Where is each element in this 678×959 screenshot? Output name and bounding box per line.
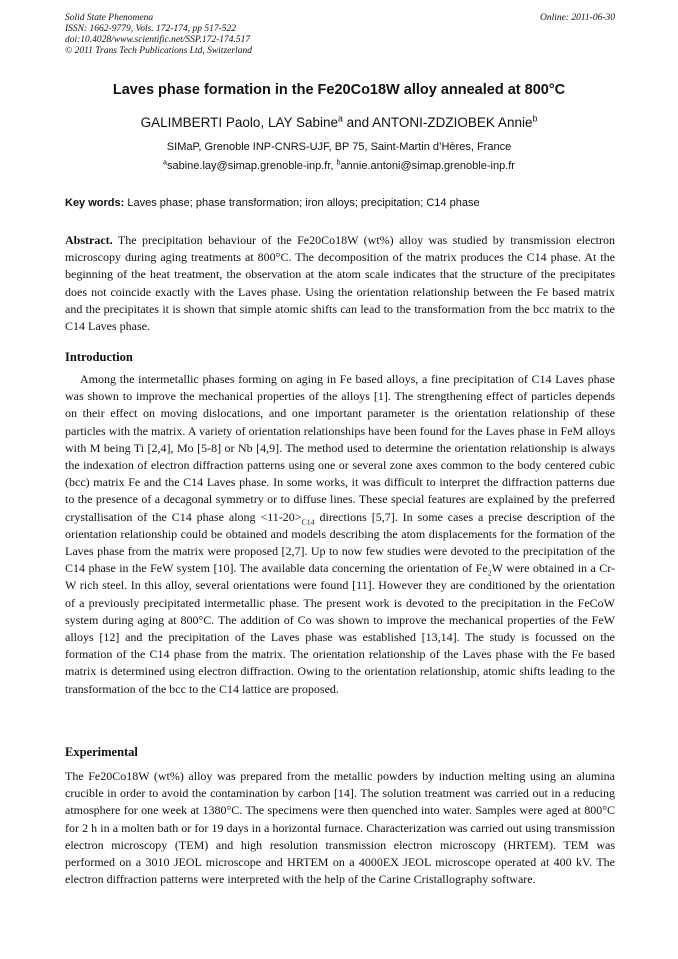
author-2-affil-mark: b [532, 113, 538, 124]
intro-text-1: Among the intermetallic phases forming on aging in Fe based alloys, a fine precipitation of C14 Laves phase was shown to improve the mechanical properties of the alloys [1]. The strengthening effect of particles depends on their effect on moving dislocations, and one important parameter is the orientation relationship of these particles with the matrix. A variety of orientation relationships have been found for the Laves phase in FeM alloys with M being Ti [2,4], Mo [5-8] or Nb [4,9]. The method used to determine the orientation relationship is always the indexation of electron diffraction patterns using one or several zone axes common to the body centered cubic (bcc) matrix Fe and the C14 Laves phase. In some works, it was difficult to interpret the diffraction patterns due to the presence of a decagonal symmetry or to diffuse lines. These special features are explained by the preferred crystallisation of the C14 phase along <11-20> [65, 372, 615, 524]
journal-header [65, 13, 615, 57]
email-a-mark: a [163, 158, 167, 167]
intro-text-3: W were obtained in a Cr-W rich steel. In this alloy, several orientations were found [11]. However they are conditioned by the orientation of a previously precipitated intermetallic phase. The present work is devoted to the precipitation in the FeCoW system during aging at 800°C. The addition of Co was shown to improve the mechanical properties of the FeW alloys [12] and the precipitation of the Laves phase was established [13,14]. The study is focussed on the formation of the C14 phase from the matrix. The orientation relationship of the Laves phase with the Fe based matrix is determined using electron diffraction. Owing to the orientation relationship, atomic shifts leading to the transformation of the bcc to the C14 lattice are proposed. [65, 561, 616, 696]
abstract-label: Abstract. [65, 233, 113, 247]
intro-sub-c14: C14 [301, 517, 315, 527]
experimental-paragraph: The Fe20Co18W (wt%) alloy was prepared from the metallic powders by induction melting using an alumina crucible in order to avoid the contamination by carbon [14]. The solution treatment was carried out in a reducing atmosphere for one week at 1380°C. The specimens were then quenched into water. Samples were aged at 800°C for 2 h in a molten bath or for 19 days in a horizontal furnace. Characterization was carried out using transmission electron microscopy (TEM) and high resolution transmission electron microscopy (HRTEM). TEM was performed on a 3010 JEOL microscope and HRTEM on a 4000EX JEOL microscope operated at 400 kV. The electron diffraction patterns were interpreted with the help of the Carine Cristallography software. [65, 769, 615, 887]
affiliation: SIMaP, Grenoble INP-CNRS-UJF, BP 75, Saint-Martin d’Hères, France [166, 141, 512, 153]
intro-text-2: directions [5,7]. In some cases a precise description of the orientation relationship could be obtained and models describing the atom displacements for the formation of the Laves phase from the matrix were proposed [2,7]. Up to now few studies were devoted to the precipitation of the C14 phase in the FeW system [10]. The available data concerning the orientation of Fe [65, 509, 615, 576]
author-2: and ANTONI-ZDZIOBEK Annie [342, 115, 533, 130]
email-b: annie.antoni@simap.grenoble-inp.fr [340, 160, 515, 172]
introduction-heading: Introduction [65, 350, 133, 364]
experimental-heading: Experimental [65, 745, 138, 759]
abstract [65, 232, 615, 335]
email-b-mark: b [336, 158, 341, 167]
paper-title: Laves phase formation in the Fe20Co18W alloy annealed at 800°C [112, 82, 566, 98]
email-line [0, 160, 678, 172]
copyright-line: © 2011 Trans Tech Publications Ltd, Switzerland [65, 46, 252, 56]
abstract-text: The precipitation behaviour of the Fe20Co18W (wt%) alloy was studied by transmission electron microscopy during aging treatments at 800°C. The decomposition of the matrix produces the C14 phase. At the beginning of the heat treatment, the observation at the atom scale indicates that the structure of the precipitates does not coincide exactly with the Laves phase. Using the orientation relationship between the Fe based matrix and the precipitates it is shown that simple atomic shifts can lead to the transformation from the bcc matrix to the C14 Laves phase. [65, 233, 615, 334]
journal-name: Solid State Phenomena [65, 13, 154, 23]
email-a: sabine.lay@simap.grenoble-inp.fr, [167, 160, 337, 172]
introduction-paragraph [65, 371, 615, 698]
intro-sub-2: 2 [487, 568, 492, 578]
issn-line: ISSN: 1662-9779, Vols. 172-174, pp 517-522 [65, 24, 236, 34]
author-1: GALIMBERTI Paolo, LAY Sabine [140, 115, 338, 130]
online-date: Online: 2011-06-30 [539, 13, 615, 23]
keywords [65, 197, 615, 209]
doi-line: doi:10.4028/www.scientific.net/SSP.172-174.517 [65, 35, 251, 45]
author-1-affil-mark: a [338, 113, 343, 124]
keywords-label: Key words: [65, 197, 125, 209]
keywords-text: Laves phase; phase transformation; iron alloys; precipitation; C14 phase [124, 197, 480, 209]
author-line [0, 115, 678, 130]
